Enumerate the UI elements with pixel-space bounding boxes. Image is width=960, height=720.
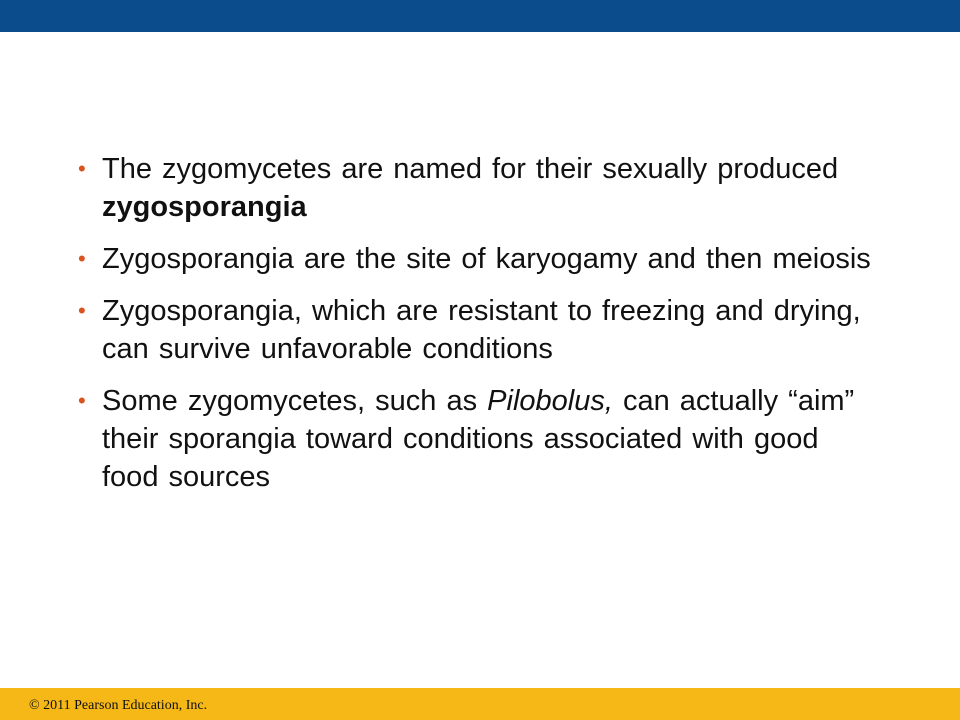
bullet-text: Zygosporangia, which are resistant to freezing and drying, can survive unfavorable conditions [102, 295, 861, 365]
bullet-dot: • [78, 246, 86, 271]
bullet-dot: • [78, 298, 86, 323]
bullet-italic-term: Pilobolus, [487, 385, 613, 417]
copyright-notice: © 2011 Pearson Education, Inc. [29, 698, 208, 713]
top-header-bar [0, 0, 960, 32]
bullet-text-continued: can actually “aim” their sporangia toward conditions associated with good food sources [102, 385, 855, 493]
bullet-dot: • [78, 388, 86, 413]
slide-content [78, 150, 878, 510]
bullet-dot: • [78, 156, 86, 181]
bullet-text: Some zygomycetes, such as [102, 385, 488, 417]
bullet-text: The zygomycetes are named for their sexually produced [102, 153, 839, 185]
bullet-text: Zygosporangia are the site of karyogamy and then meiosis [102, 243, 871, 275]
bullet-item-4 [78, 382, 878, 496]
bullet-bold-term: zygosporangia [102, 191, 307, 223]
bullet-item-1 [78, 150, 878, 226]
bullet-item-3 [78, 292, 878, 368]
bullet-item-2 [78, 240, 878, 278]
